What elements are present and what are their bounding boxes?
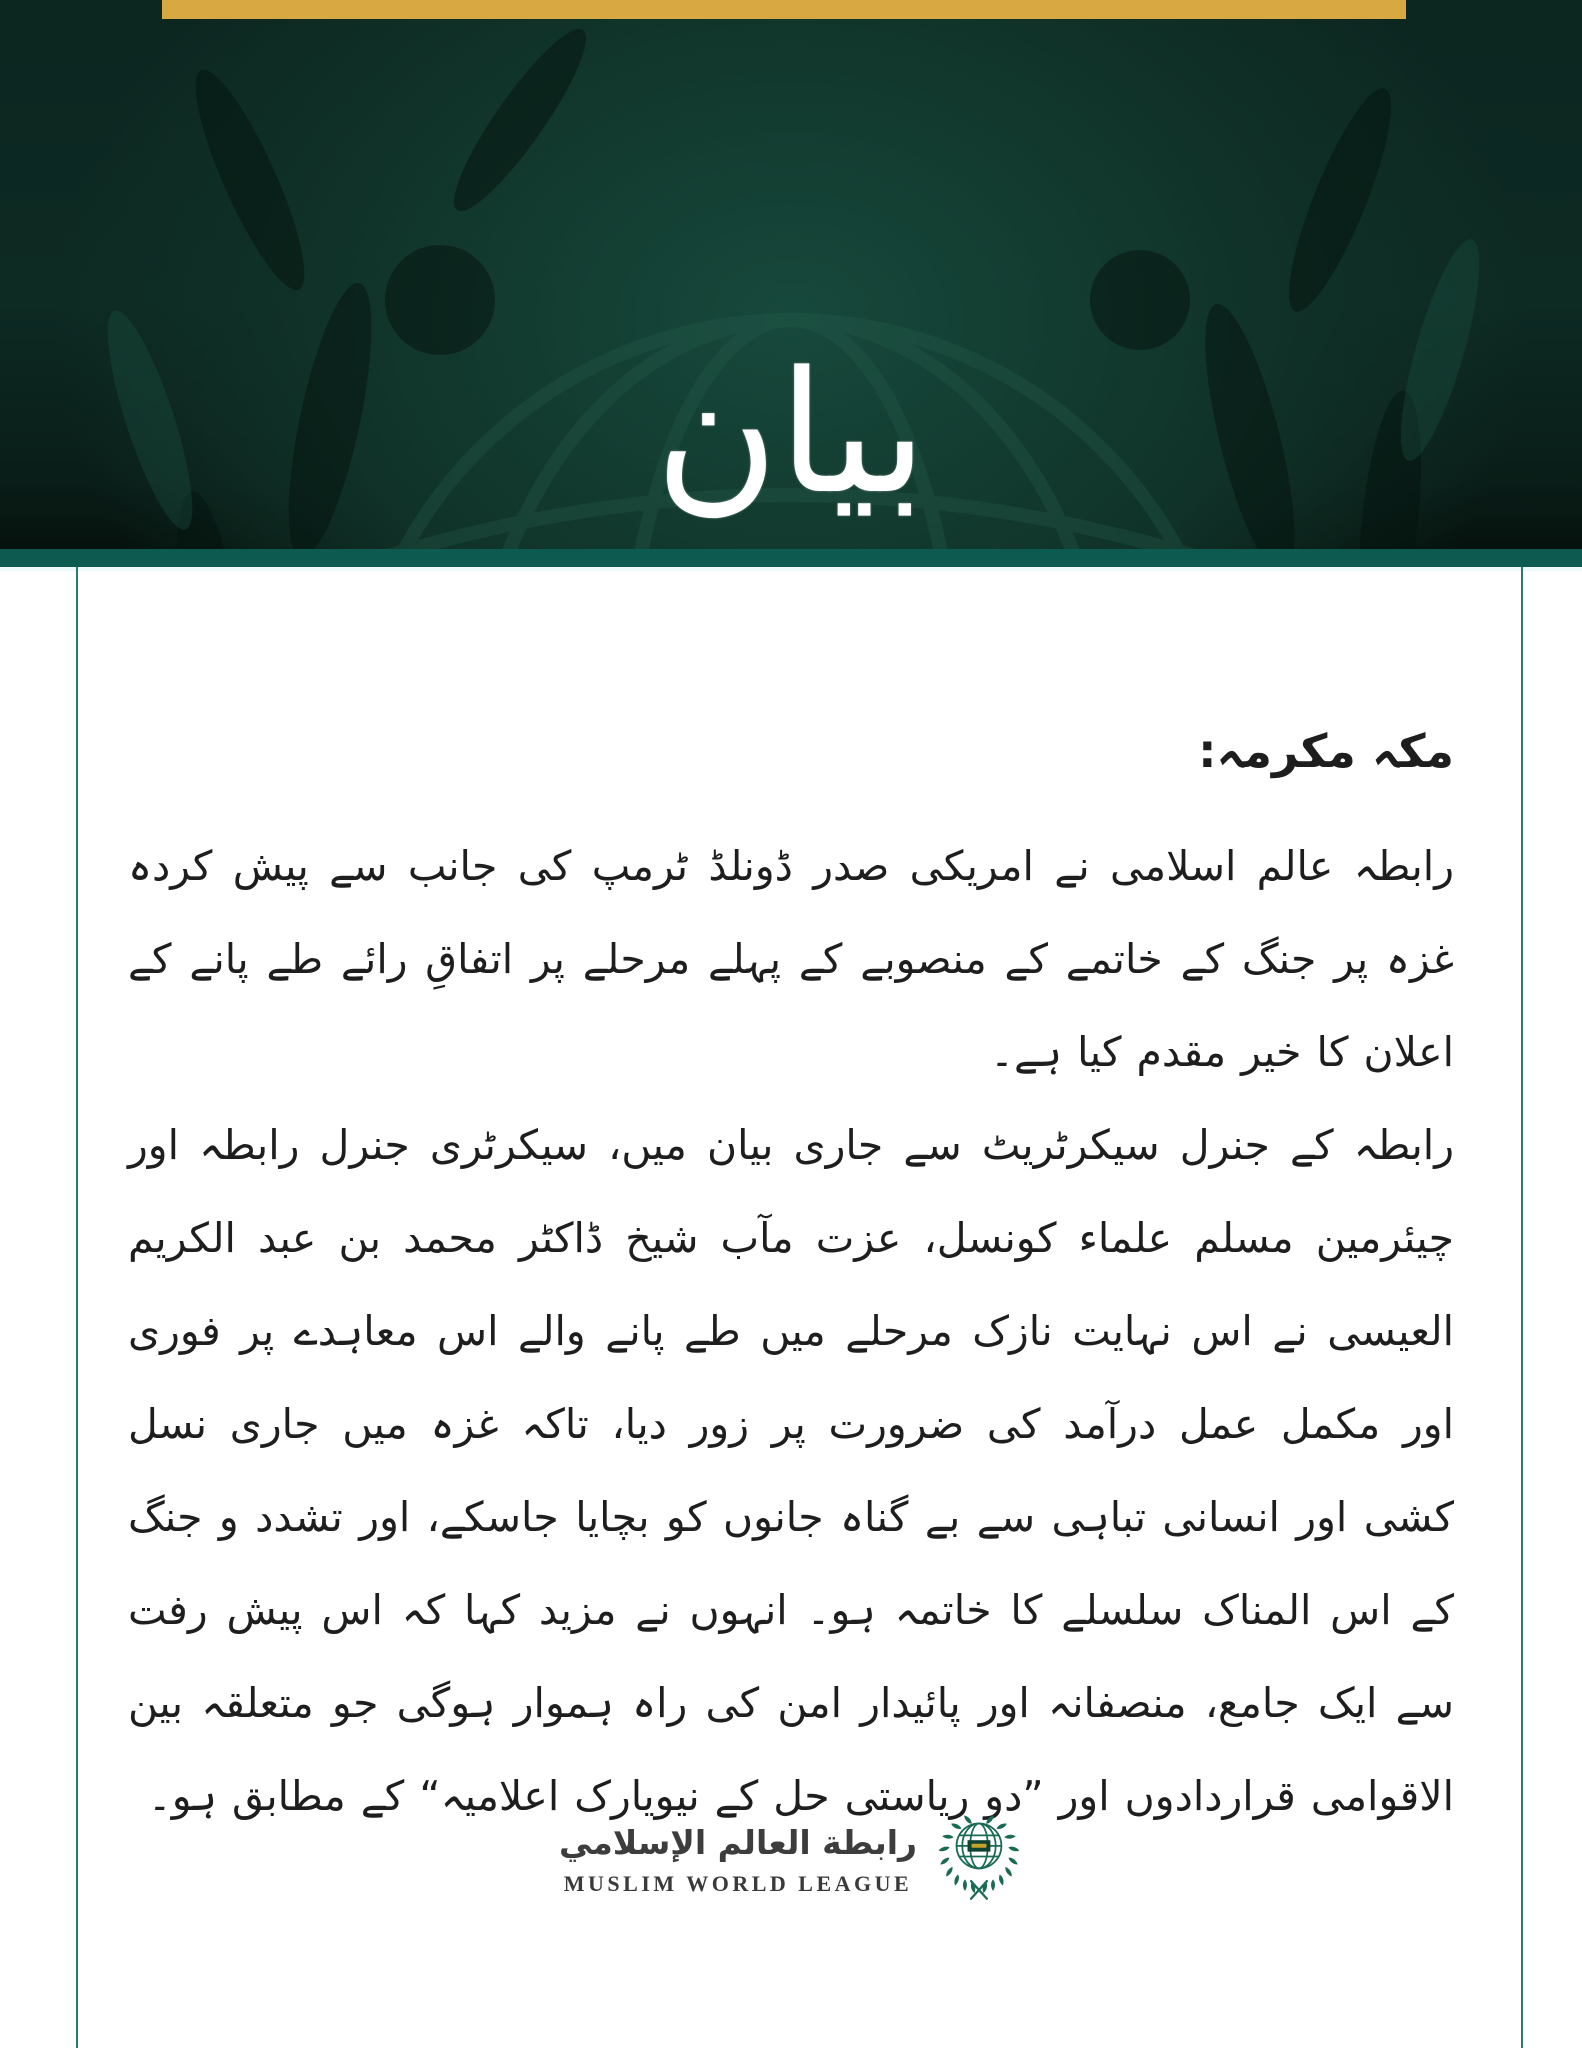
- mwl-logo-text: [559, 1823, 917, 1897]
- dateline-heading: مکہ مکرمہ:: [1198, 724, 1454, 778]
- kaaba-gold-band: [972, 1844, 987, 1848]
- frame-border-left: [76, 567, 78, 2048]
- statement-paragraph-2: رابطہ کے جنرل سیکرٹریٹ سے جاری بیان میں، سیکرٹری جنرل رابطہ اور چیئرمین مسلم علماء کونسل، عزت مآب شیخ ڈاکٹر محمد بن عبد الکریم العیسی نے اس نہایت نازک مرحلے میں طے پانے والے اس معاہدے پر فوری اور مکمل عمل درآمد کی ضرورت پر زور دیا، تاکہ غزہ میں جاری نسل کشی اور انسانی تباہی سے بے گناہ جانوں کو بچایا جاسکے، اور تشدد و جنگ کے اس المناک سلسلے کا خاتمہ ہو۔ انہوں نے مزید کہا کہ اس پیش رفت سے ایک جامع، منصفانہ اور پائیدار امن کی راہ ہموار ہوگی جو متعلقہ بین الاقوامی قراردادوں اور ”دو ریاستی حل کے نیویارک اعلامیہ“ کے مطابق ہو۔: [128, 1121, 1454, 1820]
- mwl-logo: [559, 1810, 1023, 1910]
- teal-divider-band: [0, 549, 1582, 567]
- mwl-logo-english: MUSLIM WORLD LEAGUE: [563, 1870, 913, 1896]
- mwl-logo-arabic-calligraphy: رابطة العالم الإسلامي: [558, 1823, 918, 1863]
- gold-accent-bar: [162, 0, 1406, 19]
- statement-title: بيان: [654, 335, 927, 532]
- header-banner: [0, 0, 1582, 549]
- band-highlight-strip: [0, 567, 1582, 571]
- statement-text-block: [128, 705, 1454, 1843]
- statement-paragraph-1: رابطہ عالم اسلامی نے امریکی صدر ڈونلڈ ٹرمپ کی جانب سے پیش کردہ غزہ پر جنگ کے خاتمے کے منصوبے کے پہلے مرحلے پر اتفاقِ رائے طے پانے کے اعلان کا خیر مقدم کیا ہے۔: [128, 842, 1454, 1076]
- mwl-wreath-globe-emblem-icon: [935, 1810, 1023, 1910]
- frame-border-right: [1521, 567, 1523, 2048]
